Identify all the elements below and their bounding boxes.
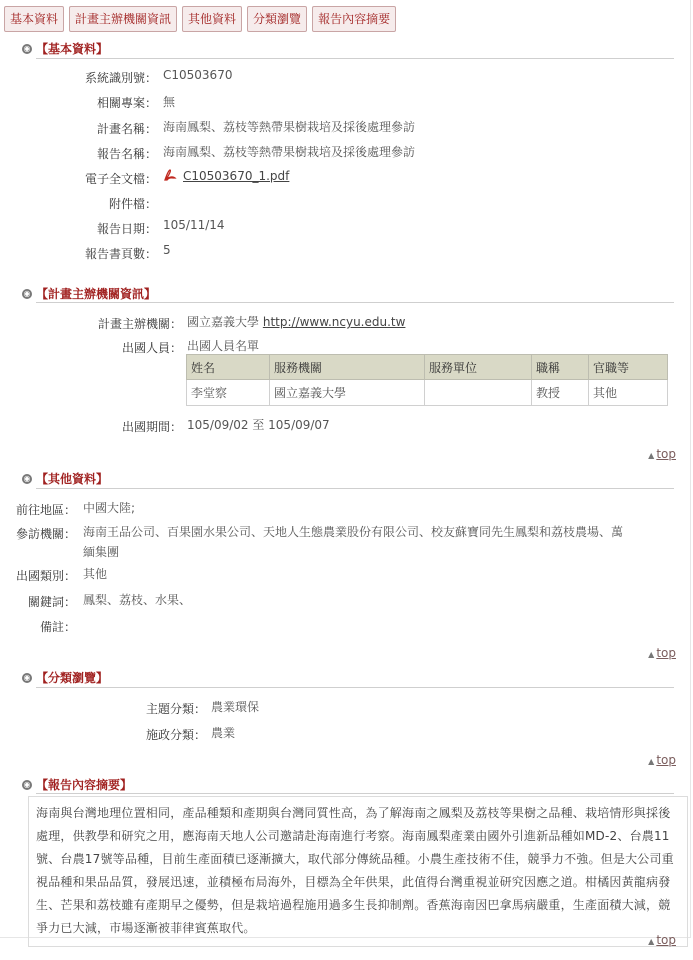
policy-category-value: 農業 bbox=[211, 726, 236, 740]
system-id-value: C10503670 bbox=[163, 68, 233, 82]
visited-orgs-value-cont: 緬集團 bbox=[83, 545, 120, 559]
top-label: top bbox=[656, 646, 676, 660]
divider bbox=[36, 302, 674, 303]
top-label: top bbox=[656, 753, 676, 767]
field-label: 報告日期： bbox=[96, 222, 157, 236]
divider bbox=[36, 58, 674, 59]
section-bullet-icon: ◉ bbox=[23, 43, 31, 53]
people-caption: 出國人員名單 bbox=[187, 339, 260, 353]
field-label: 主題分類： bbox=[145, 702, 206, 716]
top-label: top bbox=[656, 933, 676, 947]
field-label: 系統識別號： bbox=[84, 71, 157, 85]
report-date-value: 105/11/14 bbox=[163, 218, 225, 232]
plan-name-value: 海南鳳梨、荔枝等熱帶果樹栽培及採後處理參訪 bbox=[163, 120, 416, 134]
tab-agency[interactable]: 計畫主辦機關資訊 bbox=[69, 6, 177, 32]
visited-orgs-value: 海南王品公司、百果園水果公司、天地人生態農業股份有限公司、校友蘇寶同先生鳳梨和荔枝農場、萬 bbox=[83, 525, 624, 539]
report-name-value: 海南鳳梨、荔枝等熱帶果樹栽培及採後處理參訪 bbox=[163, 145, 416, 159]
related-project-value: 無 bbox=[163, 95, 176, 109]
field-label: 出國類別： bbox=[15, 569, 76, 583]
field-label: 計畫名稱： bbox=[96, 122, 157, 136]
topic-category-value: 農業環保 bbox=[211, 700, 260, 714]
summary-text: 海南與台灣地理位置相同，產品種類和產期與台灣同質性高，為了解海南之鳳梨及荔枝等果樹之品種、栽培情形與採後處理，供教學和研究之用，應海南天地人公司邀請赴海南進行考察。海南鳳梨產業由國外引進新品種如MD-2、台農11號、台農17號等品種，目前生產面積已逐漸擴大，取代部分傳統品種。小農生產技術不佳，競爭力不強。但是大公司重視品種和果品品質，發展迅速，並積極布局海外，目標為全年供果，此值得台灣重視並研究因應之道。柑橘因黃龍病發生、芒果和荔枝雖有產期早之優勢，但是栽培過程施用過多生長抑制劑。香蕉海南因巴拿馬病嚴重，生產面積大減，競爭力已大減，市場逐漸被菲律賓蕉取代。 bbox=[28, 796, 688, 947]
table-cell bbox=[425, 380, 532, 406]
back-to-top-link[interactable] bbox=[648, 447, 676, 461]
table-cell: 教授 bbox=[532, 380, 589, 406]
section-other-header bbox=[22, 470, 108, 487]
arrow-up-icon: ▲ bbox=[648, 757, 655, 766]
trip-type-value: 其他 bbox=[83, 567, 108, 581]
field-label: 電子全文檔： bbox=[84, 172, 157, 186]
col-header: 姓名 bbox=[187, 355, 270, 380]
table-row bbox=[187, 380, 668, 406]
arrow-up-icon: ▲ bbox=[648, 650, 655, 659]
field-label: 計畫主辦機關： bbox=[97, 317, 182, 331]
field-label: 備註： bbox=[39, 620, 76, 634]
destination-value: 中國大陸; bbox=[83, 501, 136, 515]
keywords-value: 鳳梨、荔枝、水果、 bbox=[83, 593, 192, 607]
tab-other[interactable]: 其他資料 bbox=[182, 6, 242, 32]
tab-bar bbox=[4, 6, 396, 32]
section-title: 【分類瀏覽】 bbox=[36, 671, 109, 685]
agency-url-link[interactable]: http://www.ncyu.edu.tw bbox=[262, 315, 406, 329]
tab-basic[interactable]: 基本資料 bbox=[4, 6, 64, 32]
section-classify-header bbox=[22, 669, 108, 686]
col-header: 服務單位 bbox=[425, 355, 532, 380]
divider bbox=[36, 793, 674, 794]
field-label: 前往地區： bbox=[15, 503, 76, 517]
field-label: 相關專案： bbox=[96, 96, 157, 110]
top-label: top bbox=[656, 447, 676, 461]
field-label: 出國人員： bbox=[121, 341, 182, 355]
table-header-row bbox=[187, 355, 668, 380]
section-bullet-icon: ◉ bbox=[23, 473, 31, 483]
page-count-value: 5 bbox=[163, 243, 171, 257]
field-label: 出國期間： bbox=[121, 420, 182, 434]
section-basic-header bbox=[22, 40, 108, 57]
section-bullet-icon: ◉ bbox=[23, 672, 31, 682]
table-cell: 國立嘉義大學 bbox=[270, 380, 425, 406]
back-to-top-link[interactable] bbox=[648, 646, 676, 660]
field-label: 施政分類： bbox=[145, 728, 206, 742]
field-label: 報告名稱： bbox=[96, 147, 157, 161]
field-label: 參訪機關： bbox=[15, 527, 76, 541]
section-title: 【計畫主辦機關資訊】 bbox=[36, 287, 157, 301]
back-to-top-link[interactable] bbox=[648, 753, 676, 767]
pdf-download-link[interactable]: C10503670_1.pdf bbox=[183, 169, 290, 183]
section-summary-header bbox=[22, 776, 132, 793]
section-title: 【報告內容摘要】 bbox=[36, 778, 133, 792]
section-agency-header bbox=[22, 285, 156, 302]
tab-classify[interactable]: 分類瀏覽 bbox=[247, 6, 307, 32]
back-to-top-link[interactable] bbox=[648, 933, 676, 947]
tab-summary[interactable]: 報告內容摘要 bbox=[312, 6, 396, 32]
divider bbox=[36, 488, 674, 489]
field-label: 報告書頁數： bbox=[84, 247, 157, 261]
people-table bbox=[186, 354, 668, 406]
table-cell: 李堂察 bbox=[187, 380, 270, 406]
period-value: 105/09/02 至 105/09/07 bbox=[187, 418, 330, 432]
agency-org-name: 國立嘉義大學 bbox=[187, 315, 260, 329]
pdf-icon bbox=[163, 168, 177, 182]
arrow-up-icon: ▲ bbox=[648, 937, 655, 946]
table-cell: 其他 bbox=[589, 380, 668, 406]
section-bullet-icon: ◉ bbox=[23, 288, 31, 298]
arrow-up-icon: ▲ bbox=[648, 451, 655, 460]
fulltext-file bbox=[163, 168, 289, 183]
field-label: 關鍵詞： bbox=[27, 595, 76, 609]
col-header: 官職等 bbox=[589, 355, 668, 380]
divider bbox=[36, 687, 674, 688]
section-title: 【其他資料】 bbox=[36, 472, 109, 486]
field-label: 附件檔： bbox=[108, 197, 157, 211]
col-header: 職稱 bbox=[532, 355, 589, 380]
col-header: 服務機關 bbox=[270, 355, 425, 380]
section-bullet-icon: ◉ bbox=[23, 779, 31, 789]
section-title: 【基本資料】 bbox=[36, 42, 109, 56]
agency-org bbox=[187, 313, 405, 330]
